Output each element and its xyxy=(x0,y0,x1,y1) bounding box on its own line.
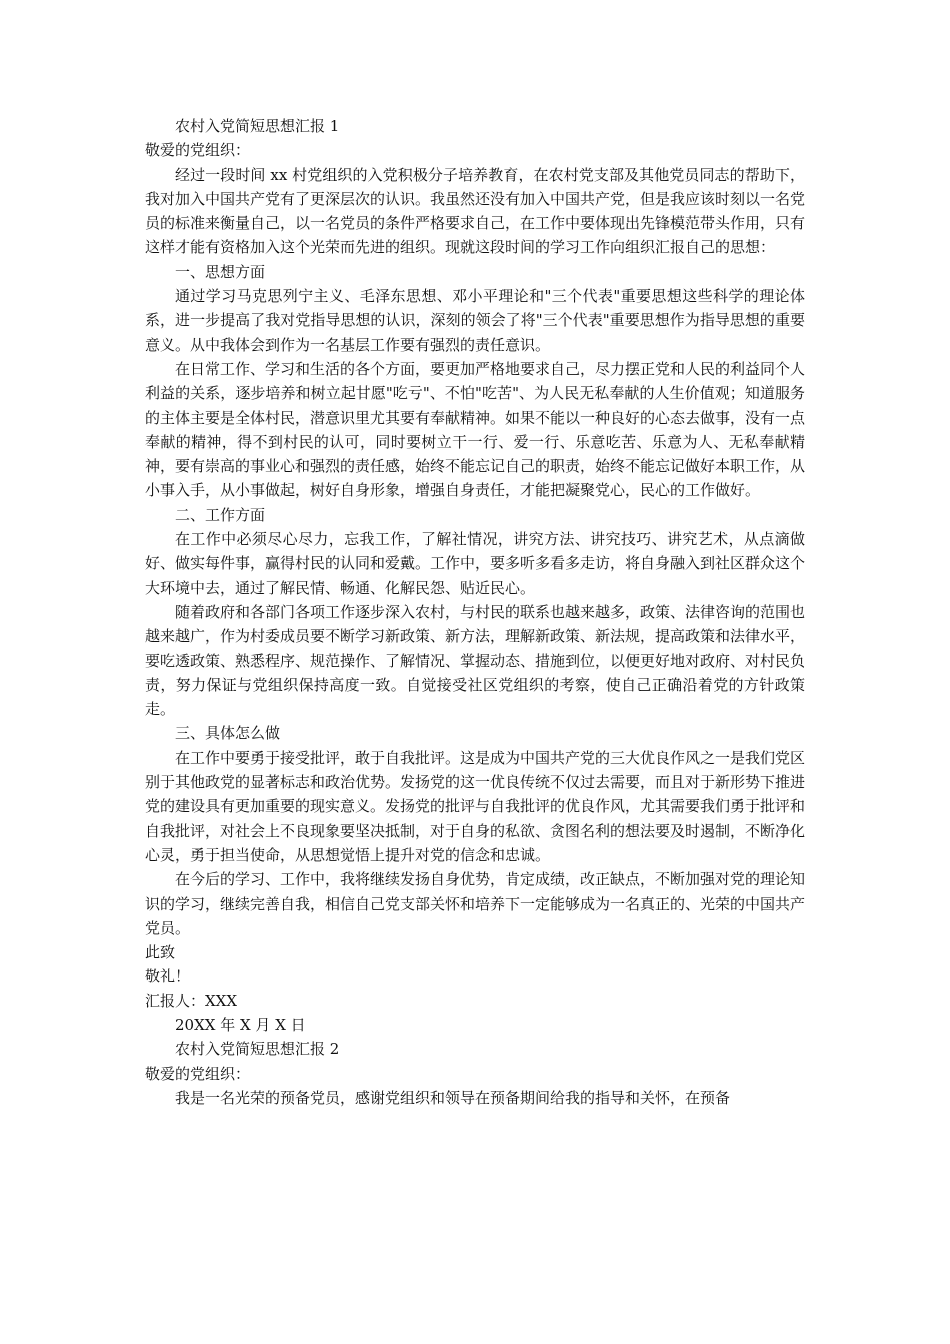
document-page xyxy=(145,114,805,1110)
doc2-salutation: 敬爱的党组织： xyxy=(145,1064,251,1083)
ci-zhi: 此致 xyxy=(145,943,176,962)
section2-paragraph-2: 随着政府和各部门各项工作逐步深入农村，与村民的联系也越来越多，政策、法律咨询的范围也越来越广，作为村委成员要不断学习新政策、新方法，理解新政策、新法规，提高政策和法律水平，要吃透政策、熟悉程序、规范操作、了解情况、掌握动态、措施到位，以便更好地对政府、对村民负责，努力保证与党组织保持高度一致。自觉接受社区党组织的考察，使自己正确沿着党的方针政策走。 xyxy=(145,602,806,719)
doc2-title: 农村入党简短思想汇报 2 xyxy=(175,1040,340,1059)
jing-li: 敬礼！ xyxy=(145,967,191,986)
doc1-intro-paragraph: 经过一段时间 xx 村党组织的入党积极分子培养教育，在农村党支部及其他党员同志的帮助下，我对加入中国共产党有了更深层次的认识。我虽然还没有加入中国共产党，但是我应该时刻以一名党员的标准来衡量自己，以一名党员的条件严格要求自己，在工作中要体现出先锋模范带头作用，只有这样才能有资格加入这个光荣而先进的组织。现就这段时间的学习工作向组织汇报自己的思想： xyxy=(145,165,806,257)
doc1-salutation: 敬爱的党组织： xyxy=(145,141,251,160)
section2-paragraph-1: 在工作中必须尽心尽力，忘我工作，了解社情况，讲究方法、讲究技巧、讲究艺术，从点滴做好、做实每件事，赢得村民的认同和爱戴。工作中，要多听多看多走访，将自身融入到社区群众这个大环境中去，通过了解民情、畅通、化解民怨、贴近民心。 xyxy=(145,530,806,597)
section1-paragraph-1: 通过学习马克思列宁主义、毛泽东思想、邓小平理论和"三个代表"重要思想这些科学的理论体系，进一步提高了我对党指导思想的认识，深刻的领会了将"三个代表"重要思想作为指导思想的重要意义。从中我体会到作为一名基层工作要有强烈的责任意识。 xyxy=(145,287,805,354)
section2-heading: 二、工作方面 xyxy=(175,505,266,524)
section1-heading: 一、思想方面 xyxy=(175,262,266,281)
doc2-intro-paragraph: 我是一名光荣的预备党员，感谢党组织和领导在预备期间给我的指导和关怀，在预备 xyxy=(175,1088,731,1107)
section1-paragraph-2: 在日常工作、学习和生活的各个方面，要更加严格地要求自己，尽力摆正党和人民的利益同个人利益的关系，逐步培养和树立起甘愿"吃亏"、不怕"吃苦"、为人民无私奉献的人生价值观；知道服务的主体主要是全体村民，潜意识里尤其要有奉献精神。如果不能以一种良好的心态去做事，没有一点奉献的精神，得不到村民的认可，同时要树立干一行、爱一行、乐意吃苦、乐意为人、无私奉献精神，要有崇高的事业心和强烈的责任感，始终不能忘记自己的职责，始终不能忘记做好本职工作，从小事入手，从小事做起，树好自身形象，增强自身责任，才能把凝聚党心，民心的工作做好。 xyxy=(145,359,806,500)
section3-paragraph-1: 在工作中要勇于接受批评，敢于自我批评。这是成为中国共产党的三大优良作风之一是我们党区别于其他政党的显著标志和政治优势。发扬党的这一优良传统不仅过去需要，而且对于新形势下推进党的建设具有更加重要的现实意义。发扬党的批评与自我批评的优良作风，尤其需要我们勇于批评和自我批评，对社会上不良现象要坚决抵制，对于自身的私欲、贪图名利的想法要及时遏制，不断净化心灵，勇于担当使命，从思想觉悟上提升对党的信念和忠诚。 xyxy=(145,748,806,864)
report-date: 20XX 年 X 月 X 日 xyxy=(175,1015,306,1034)
reporter-name: 汇报人：XXX xyxy=(145,991,238,1010)
closing-paragraph: 在今后的学习、工作中，我将继续发扬自身优势，肯定成绩，改正缺点，不断加强对党的理论知识的学习，继续完善自我，相信自己党支部关怀和培养下一定能够成为一名真正的、光荣的中国共产党员。 xyxy=(145,870,806,937)
doc1-title: 农村入党简短思想汇报 1 xyxy=(175,117,340,135)
section3-heading: 三、具体怎么做 xyxy=(175,724,281,743)
